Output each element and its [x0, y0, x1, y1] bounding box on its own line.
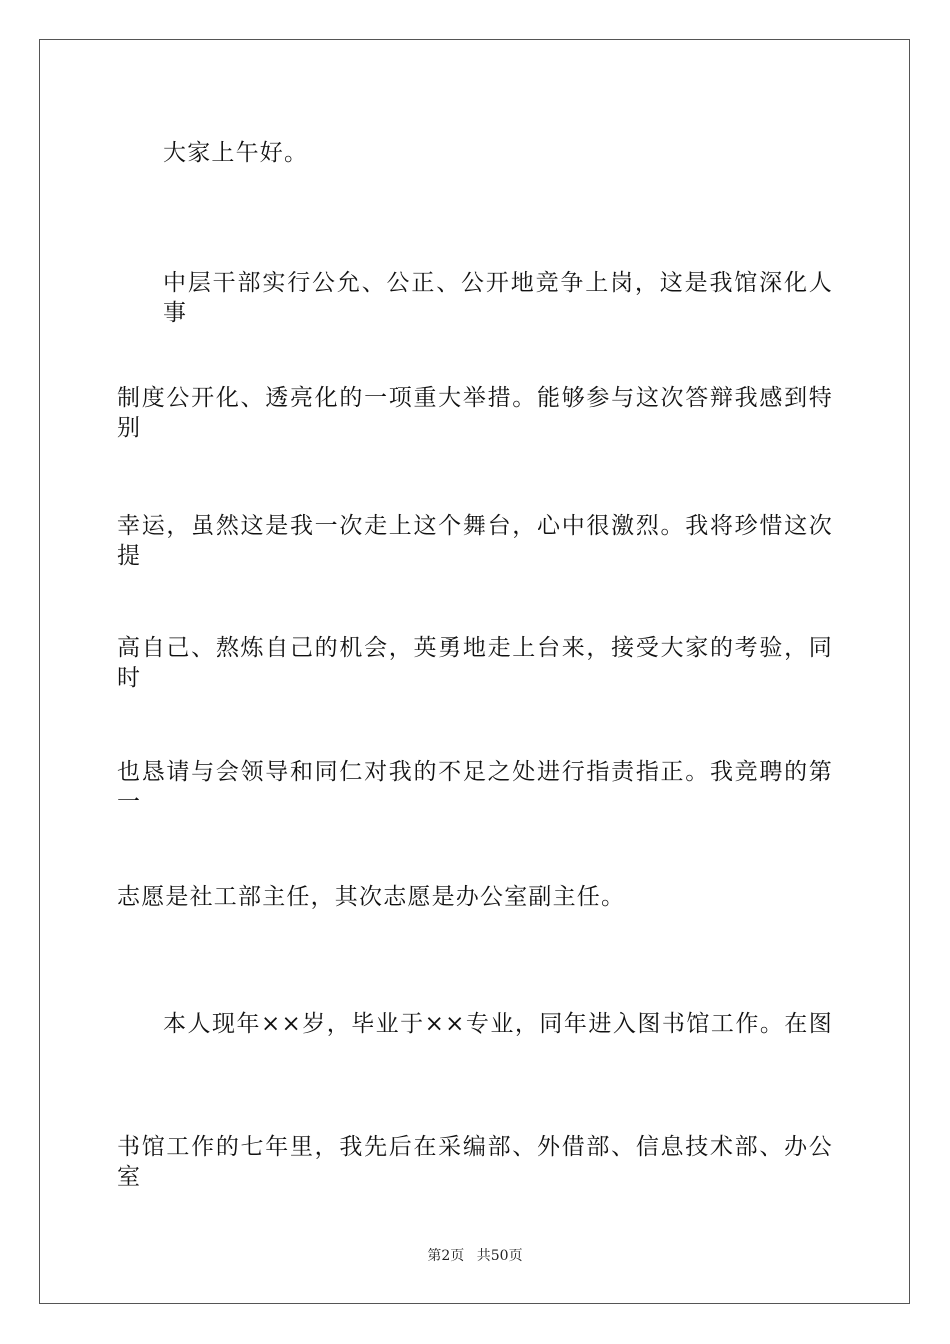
- paragraph-line: 制度公开化、透亮化的一项重大举措。能够参与这次答辩我感到特别: [117, 385, 833, 441]
- paragraph-line: 本人现年××岁，毕业于××专业，同年进入图书馆工作。在图: [163, 1011, 833, 1037]
- paragraph-line: 中层干部实行公允、公正、公开地竞争上岗，这是我馆深化人事: [163, 270, 833, 326]
- paragraph-line: 大家上午好。: [163, 140, 309, 166]
- page-footer: [0, 1245, 950, 1265]
- paragraph-line: 幸运，虽然这是我一次走上这个舞台，心中很激烈。我将珍惜这次提: [117, 513, 833, 569]
- page-number: 第2页: [427, 1248, 465, 1264]
- paragraph-line: 也恳请与会领导和同仁对我的不足之处进行指责指正。我竞聘的第一: [117, 759, 833, 815]
- paragraph-line: 高自己、熬炼自己的机会，英勇地走上台来，接受大家的考验，同时: [117, 635, 833, 691]
- paragraph-line: 志愿是社工部主任，其次志愿是办公室副主任。: [117, 884, 626, 910]
- paragraph-line: 书馆工作的七年里，我先后在采编部、外借部、信息技术部、办公室: [117, 1134, 833, 1190]
- page-total: 共50页: [476, 1248, 523, 1264]
